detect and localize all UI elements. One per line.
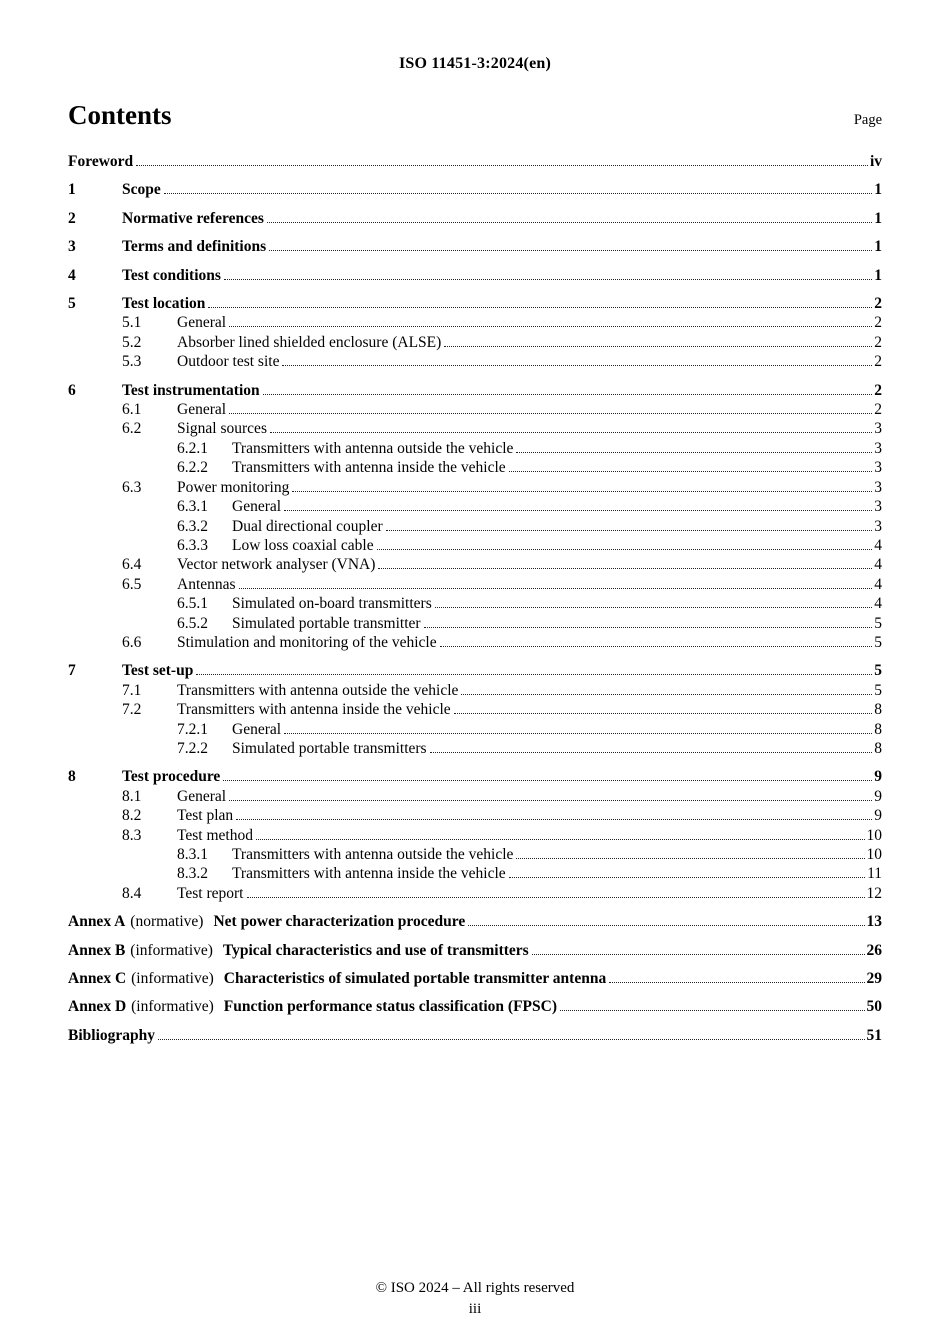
dotted-leader (224, 279, 872, 280)
toc-entry-page: 9 (874, 807, 882, 825)
toc-entry-number: 6.4 (122, 556, 142, 574)
toc-entry[interactable] (68, 266, 882, 285)
toc-entry[interactable] (68, 555, 882, 574)
toc-entry-label: Transmitters with antenna outside the vehicle (232, 846, 514, 863)
dotted-leader (247, 897, 865, 898)
toc-entry[interactable] (68, 209, 882, 228)
toc-entry[interactable] (68, 826, 882, 845)
toc-entry-page: 3 (874, 420, 882, 438)
toc-entry[interactable] (68, 912, 882, 931)
toc-entry-number: 3 (68, 238, 76, 256)
toc-entry-label: Test instrumentation (122, 381, 260, 399)
toc-entry-page: 10 (866, 826, 882, 844)
toc-entry-label: Transmitters with antenna outside the vehicle (177, 681, 459, 699)
toc-entry[interactable] (68, 633, 882, 652)
toc-entry-label: Bibliography (68, 1026, 155, 1044)
toc-entry-label: Test conditions (122, 266, 221, 284)
toc-entry-page: 5 (874, 614, 882, 632)
dotted-leader (468, 925, 864, 926)
toc-entry-page: 3 (874, 459, 882, 477)
dotted-leader (461, 694, 872, 695)
toc-entry-number: 8.2 (122, 807, 142, 825)
toc-entry[interactable] (68, 152, 882, 171)
toc-entry-number: 8 (68, 768, 76, 786)
toc-entry-number: 6.2.1 (177, 439, 208, 457)
toc-entry[interactable] (68, 536, 882, 555)
toc-entry-page: 4 (874, 556, 882, 574)
folio-page-number: iii (468, 1301, 482, 1317)
document-reference: ISO 11451-3:2024(en) (399, 55, 551, 72)
toc-entry-number: 8.4 (122, 884, 142, 902)
toc-entry-number: 8.3.1 (177, 846, 208, 863)
dotted-leader (292, 491, 872, 492)
dotted-leader (239, 588, 873, 589)
dotted-leader (282, 365, 872, 366)
toc-entry-label: Signal sources (177, 420, 267, 438)
toc-entry-label: Test set-up (122, 662, 194, 680)
toc-entry-page: 5 (874, 633, 882, 651)
toc-entry-page: 9 (874, 787, 882, 805)
dotted-leader (386, 530, 873, 531)
toc-entry-label: Scope (122, 181, 161, 199)
annex-qualifier: (informative) (130, 941, 213, 959)
toc-entry-label: General (232, 498, 282, 516)
dotted-leader (229, 413, 872, 414)
dotted-leader (256, 839, 865, 840)
toc-entry[interactable] (68, 806, 882, 825)
dotted-leader (269, 250, 872, 251)
toc-entry-label: Transmitters with antenna inside the vehicle (177, 701, 451, 719)
toc-entry[interactable] (68, 941, 882, 960)
toc-entry-page: 5 (874, 662, 882, 680)
toc-entry-number: 6.3.1 (177, 498, 208, 516)
toc-entry[interactable] (68, 294, 882, 313)
toc-entry-label: Function performance status classification (FPSC) (223, 998, 557, 1016)
annex-qualifier: (normative) (130, 913, 204, 931)
toc-entry[interactable] (68, 419, 882, 438)
toc-entry-page: 1 (874, 181, 882, 199)
toc-entry-number: 6 (68, 381, 76, 399)
toc-entry[interactable] (68, 767, 882, 786)
dotted-leader (560, 1010, 865, 1011)
toc-entry[interactable] (68, 497, 882, 516)
dotted-leader (516, 858, 864, 859)
toc-entry-page: 2 (874, 333, 882, 351)
toc-entry[interactable] (68, 864, 882, 883)
toc-entry-number: 8.3.2 (177, 865, 208, 883)
toc-entry-page: 12 (866, 884, 882, 902)
dotted-leader (229, 800, 872, 801)
toc-entry-number: 6.3.2 (177, 517, 208, 535)
toc-entry[interactable] (68, 439, 882, 458)
toc-entry-number: 6.3.3 (177, 536, 208, 554)
toc-entry[interactable] (68, 700, 882, 719)
toc-entry[interactable] (68, 575, 882, 594)
toc-entry[interactable] (68, 787, 882, 806)
toc-list (68, 152, 882, 1045)
toc-entry-label: Test method (177, 826, 253, 844)
toc-entry-label: Typical characteristics and use of transmitters (222, 941, 529, 959)
toc-entry[interactable] (68, 400, 882, 419)
toc-entry-number: 6.3 (122, 478, 142, 496)
toc-entry[interactable] (68, 594, 882, 613)
toc-entry[interactable] (68, 237, 882, 256)
toc-entry-page: 26 (866, 941, 882, 959)
toc-entry[interactable] (68, 720, 882, 739)
toc-entry-label: General (177, 401, 227, 419)
dotted-leader (208, 307, 872, 308)
toc-entry-label: Antennas (177, 575, 236, 593)
toc-entry-label: Normative references (122, 209, 264, 227)
toc-entry-label: Absorber lined shielded enclosure (ALSE) (177, 333, 442, 351)
dotted-leader (270, 432, 872, 433)
dotted-leader (136, 165, 868, 166)
toc-entry[interactable] (68, 478, 882, 497)
dotted-leader (196, 674, 872, 675)
toc-entry-label: Dual directional coupler (232, 517, 383, 535)
toc-entry-label: Net power characterization procedure (213, 913, 466, 931)
dotted-leader (263, 394, 873, 395)
toc-entry[interactable] (68, 681, 882, 700)
toc-entry[interactable] (68, 1026, 882, 1045)
dotted-leader (236, 819, 872, 820)
toc-entry-page: 50 (866, 998, 882, 1016)
toc-entry-number: 7 (68, 662, 76, 680)
toc-entry-page: 3 (874, 498, 882, 516)
toc-entry-label: Simulated portable transmitters (232, 739, 427, 757)
toc-entry-label: Test report (177, 884, 244, 902)
toc-entry-label: Transmitters with antenna outside the vehicle (232, 439, 514, 457)
toc-entry-page: 8 (874, 701, 882, 719)
toc-entry-label: Foreword (68, 153, 134, 170)
toc-entry-page: 2 (874, 314, 882, 332)
toc-entry-label: Transmitters with antenna inside the vehicle (232, 865, 506, 883)
dotted-leader (424, 627, 873, 628)
toc-entry-label: Characteristics of simulated portable transmitter antenna (223, 970, 607, 988)
annex-label: Annex D (68, 998, 127, 1016)
toc-entry-page: 2 (874, 401, 882, 419)
dotted-leader (435, 607, 873, 608)
toc-entry-number: 2 (68, 209, 76, 227)
toc-entry-page: 29 (866, 970, 882, 988)
toc-entry-page: 2 (874, 381, 882, 399)
toc-entry-page: 13 (866, 913, 882, 931)
toc-entry-number: 6.5 (122, 575, 142, 593)
toc-entry-page: 4 (874, 536, 882, 554)
toc-entry[interactable] (68, 661, 882, 680)
toc-entry-number: 8.3 (122, 826, 142, 844)
dotted-leader (378, 568, 872, 569)
toc-entry[interactable] (68, 180, 882, 199)
page-footer (0, 1278, 950, 1320)
contents-header (68, 100, 882, 131)
dotted-leader (532, 954, 865, 955)
dotted-leader (377, 549, 873, 550)
toc-entry-page: 10 (866, 846, 882, 863)
toc-entry-label: Stimulation and monitoring of the vehicle (177, 633, 437, 651)
toc-entry-label: Test location (122, 295, 206, 313)
toc-entry-number: 5.2 (122, 333, 142, 351)
toc-entry-number: 1 (68, 181, 76, 199)
toc-entry-number: 7.1 (122, 681, 142, 699)
toc-entry[interactable] (68, 333, 882, 352)
toc-entry-page: 1 (874, 238, 882, 256)
annex-qualifier: (informative) (131, 970, 214, 988)
toc-entry-page: 11 (867, 865, 882, 883)
toc-entry[interactable] (68, 517, 882, 536)
toc-entry-page: 2 (874, 353, 882, 371)
toc-entry[interactable] (68, 381, 882, 400)
dotted-leader (440, 646, 873, 647)
toc-entry-page: 5 (874, 681, 882, 699)
toc-entry-label: Terms and definitions (122, 238, 267, 256)
toc-entry-label: Vector network analyser (VNA) (177, 556, 376, 574)
toc-entry-label: Simulated portable transmitter (232, 614, 421, 632)
dotted-leader (158, 1039, 865, 1040)
dotted-leader (509, 877, 865, 878)
toc-entry-number: 5.3 (122, 353, 142, 371)
toc-entry-label: Test plan (177, 807, 234, 825)
toc-entry[interactable] (68, 884, 882, 903)
toc-entry-page: 3 (874, 478, 882, 496)
dotted-leader (223, 780, 872, 781)
toc-entry-number: 7.2 (122, 701, 142, 719)
toc-entry-label: Low loss coaxial cable (232, 536, 374, 554)
toc-entry-number: 7.2.1 (177, 720, 208, 738)
dotted-leader (229, 326, 872, 327)
dotted-leader (284, 733, 872, 734)
dotted-leader (284, 510, 872, 511)
annex-label: Annex B (68, 941, 126, 959)
toc-entry[interactable] (68, 739, 882, 758)
toc-entry-page: 51 (866, 1026, 882, 1044)
toc-entry-label: General (232, 720, 282, 738)
toc-entry-page: iv (869, 153, 882, 170)
page-column-label: Page (853, 112, 882, 128)
toc-entry-page: 3 (874, 517, 882, 535)
toc-entry-page: 3 (874, 439, 882, 457)
toc-entry-number: 5 (68, 295, 76, 313)
toc-entry-page: 9 (874, 768, 882, 786)
toc-entry[interactable] (68, 997, 882, 1016)
page-title: Contents (68, 100, 172, 130)
toc-entry-label: Simulated on-board transmitters (232, 595, 432, 613)
annex-label: Annex C (68, 970, 127, 988)
toc-entry[interactable] (68, 969, 882, 988)
toc-entry-number: 4 (68, 266, 76, 284)
toc-entry-number: 6.2.2 (177, 459, 208, 477)
toc-entry-label: Power monitoring (177, 478, 290, 496)
toc-entry-number: 8.1 (122, 787, 142, 805)
dotted-leader (454, 713, 873, 714)
toc-entry-number: 7.2.2 (177, 739, 208, 757)
annex-qualifier: (informative) (131, 998, 214, 1016)
dotted-leader (516, 452, 872, 453)
toc-entry-number: 6.5.2 (177, 614, 208, 632)
toc-entry-number: 6.1 (122, 401, 142, 419)
toc-entry-label: Test procedure (122, 768, 221, 786)
annex-label: Annex A (68, 913, 126, 931)
toc-entry[interactable] (68, 845, 882, 864)
toc-entry-number: 6.2 (122, 420, 142, 438)
dotted-leader (609, 982, 864, 983)
toc-entry-page: 4 (874, 595, 882, 613)
toc-entry-page: 8 (874, 739, 882, 757)
toc-entry-page: 1 (874, 209, 882, 227)
dotted-leader (444, 346, 872, 347)
toc-entry[interactable] (68, 352, 882, 371)
toc-entry-page: 1 (874, 266, 882, 284)
toc-entry-number: 6.6 (122, 633, 142, 651)
toc-entry-label: General (177, 314, 227, 332)
toc-entry-label: Transmitters with antenna inside the vehicle (232, 459, 506, 477)
toc-entry-label: Outdoor test site (177, 353, 280, 371)
toc-entry[interactable] (68, 313, 882, 332)
toc-entry-page: 2 (874, 295, 882, 313)
toc-entry-page: 4 (874, 575, 882, 593)
toc-entry[interactable] (68, 614, 882, 633)
toc-entry-page: 8 (874, 720, 882, 738)
dotted-leader (164, 193, 873, 194)
toc-entry-number: 5.1 (122, 314, 142, 332)
toc-entry[interactable] (68, 458, 882, 477)
toc-entry-label: General (177, 787, 227, 805)
toc-entry-number: 6.5.1 (177, 595, 208, 613)
dotted-leader (430, 752, 873, 753)
dotted-leader (267, 222, 872, 223)
copyright-notice: © ISO 2024 – All rights reserved (375, 1280, 575, 1296)
dotted-leader (509, 471, 873, 472)
